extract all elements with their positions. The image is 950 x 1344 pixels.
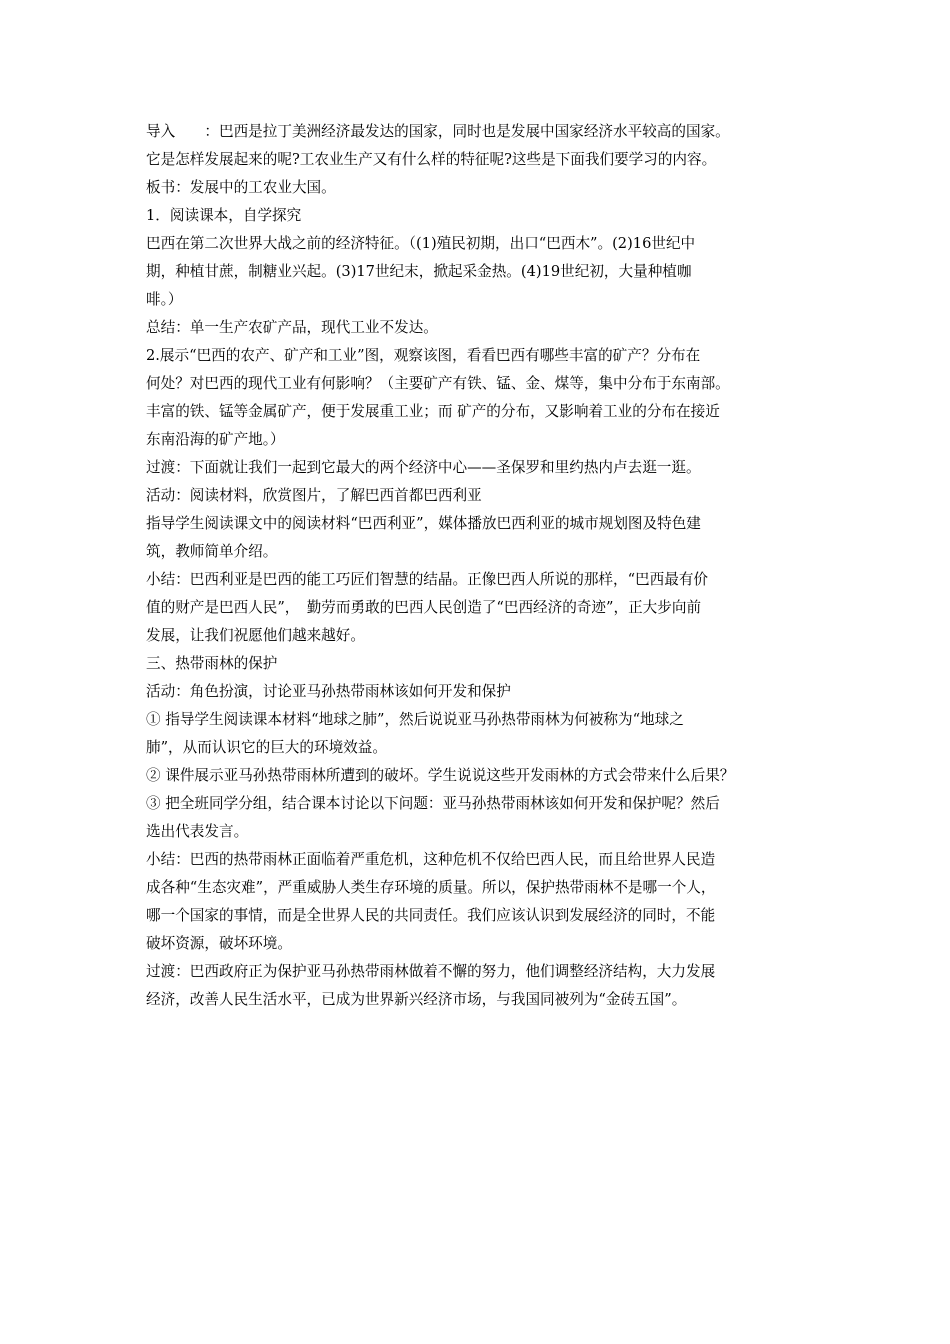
- guidance-line-2: 筑，教师简单介绍。: [146, 543, 278, 560]
- summary-brasilia-line-2: 值的财产是巴西人民”， 勤劳而勇敢的巴西人民创造了“巴西经济的奇迹”，正大步向前: [146, 599, 702, 616]
- summary-rainforest-line-1: 小结：巴西的热带雨林正面临着严重危机，这种危机不仅给巴西人民，而且给世界人民造: [146, 851, 716, 868]
- summary-brasilia-line-3: 发展，让我们祝愿他们越来越好。: [146, 627, 365, 644]
- summary-rainforest-line-2: 成各种“生态灾难”，严重威胁人类生存环境的质量。所以，保护热带雨林不是哪一个人，: [146, 879, 716, 896]
- section-2-line-3: 丰富的铁、锰等金属矿产，便于发展重工业；而 矿产的分布，又影响着工业的分布在接近: [146, 403, 720, 420]
- intro-line-2: 它是怎样发展起来的呢?工农业生产又有什么样的特征呢?这些是下面我们要学习的内容。: [146, 151, 717, 168]
- transition-line-2: 过渡：巴西政府正为保护亚马孙热带雨林做着不懈的努力，他们调整经济结构，大力发展: [146, 963, 716, 980]
- intro-line-1: 导入 ：巴西是拉丁美洲经济最发达的国家，同时也是发展中国家经济水平较高的国家。: [146, 123, 730, 140]
- summary-line: 总结：单一生产农矿产品，现代工业不发达。: [146, 319, 438, 336]
- item-1-line-1: ① 指导学生阅读课本材料“地球之肺”，然后说说亚马孙热带雨林为何被称为“地球之: [146, 711, 684, 728]
- item-1-line-2: 肺”，从而认识它的巨大的环境效益。: [146, 739, 387, 756]
- guidance-line-1: 指导学生阅读课文中的阅读材料“巴西利亚”，媒体播放巴西利亚的城市规划图及特色建: [146, 515, 701, 532]
- item-3-line-2: 选出代表发言。: [146, 823, 249, 840]
- transition-line-1: 过渡：下面就让我们一起到它最大的两个经济中心——圣保罗和里约热内卢去逛一逛。: [146, 459, 701, 476]
- section-2-line-1: 2.展示“巴西的农产、矿产和工业”图，观察该图，看看巴西有哪些丰富的矿产？分布在: [146, 347, 701, 364]
- activity-line-2: 活动：角色扮演，讨论亚马孙热带雨林该如何开发和保护: [146, 683, 511, 700]
- item-2-line-1: ② 课件展示亚马孙热带雨林所遭到的破坏。学生说说这些开发雨林的方式会带来什么后果？: [146, 767, 735, 784]
- summary-rainforest-line-3: 哪一个国家的事情，而是全世界人民的共同责任。我们应该认识到发展经济的同时，不能: [146, 907, 716, 924]
- summary-brasilia-line-1: 小结：巴西利亚是巴西的能工巧匠们智慧的结晶。正像巴西人所说的那样，“巴西最有价: [146, 571, 709, 588]
- paragraph-economy-line-1: 巴西在第二次世界大战之前的经济特征。（(1)殖民初期，出口“巴西木”。(2)16世纪中: [146, 235, 696, 252]
- paragraph-economy-line-3: 啡。）: [146, 291, 183, 308]
- summary-rainforest-line-4: 破坏资源，破坏环境。: [146, 935, 292, 952]
- document-body: [146, 118, 814, 1014]
- transition-line-3: 经济，改善人民生活水平，已成为世界新兴经济市场，与我国同被列为“金砖五国”。: [146, 991, 687, 1008]
- section-2-line-2: 何处？对巴西的现代工业有何影响？（主要矿产有铁、锰、金、煤等，集中分布于东南部。: [146, 375, 730, 392]
- section-3-heading: 三、热带雨林的保护: [146, 655, 278, 672]
- section-1-heading: 1．阅读课本，自学探究: [146, 207, 302, 224]
- item-3-line-1: ③ 把全班同学分组，结合课本讨论以下问题：亚马孙热带雨林该如何开发和保护呢？然后: [146, 795, 720, 812]
- paragraph-economy-line-2: 期，种植甘蔗，制糖业兴起。(3)17世纪末，掀起采金热。(4)19世纪初，大量种植咖: [146, 263, 692, 280]
- section-2-line-4: 东南沿海的矿产地。）: [146, 431, 285, 448]
- board-title: 板书：发展中的工农业大国。: [146, 179, 336, 196]
- activity-line-1: 活动：阅读材料，欣赏图片，了解巴西首都巴西利亚: [146, 487, 482, 504]
